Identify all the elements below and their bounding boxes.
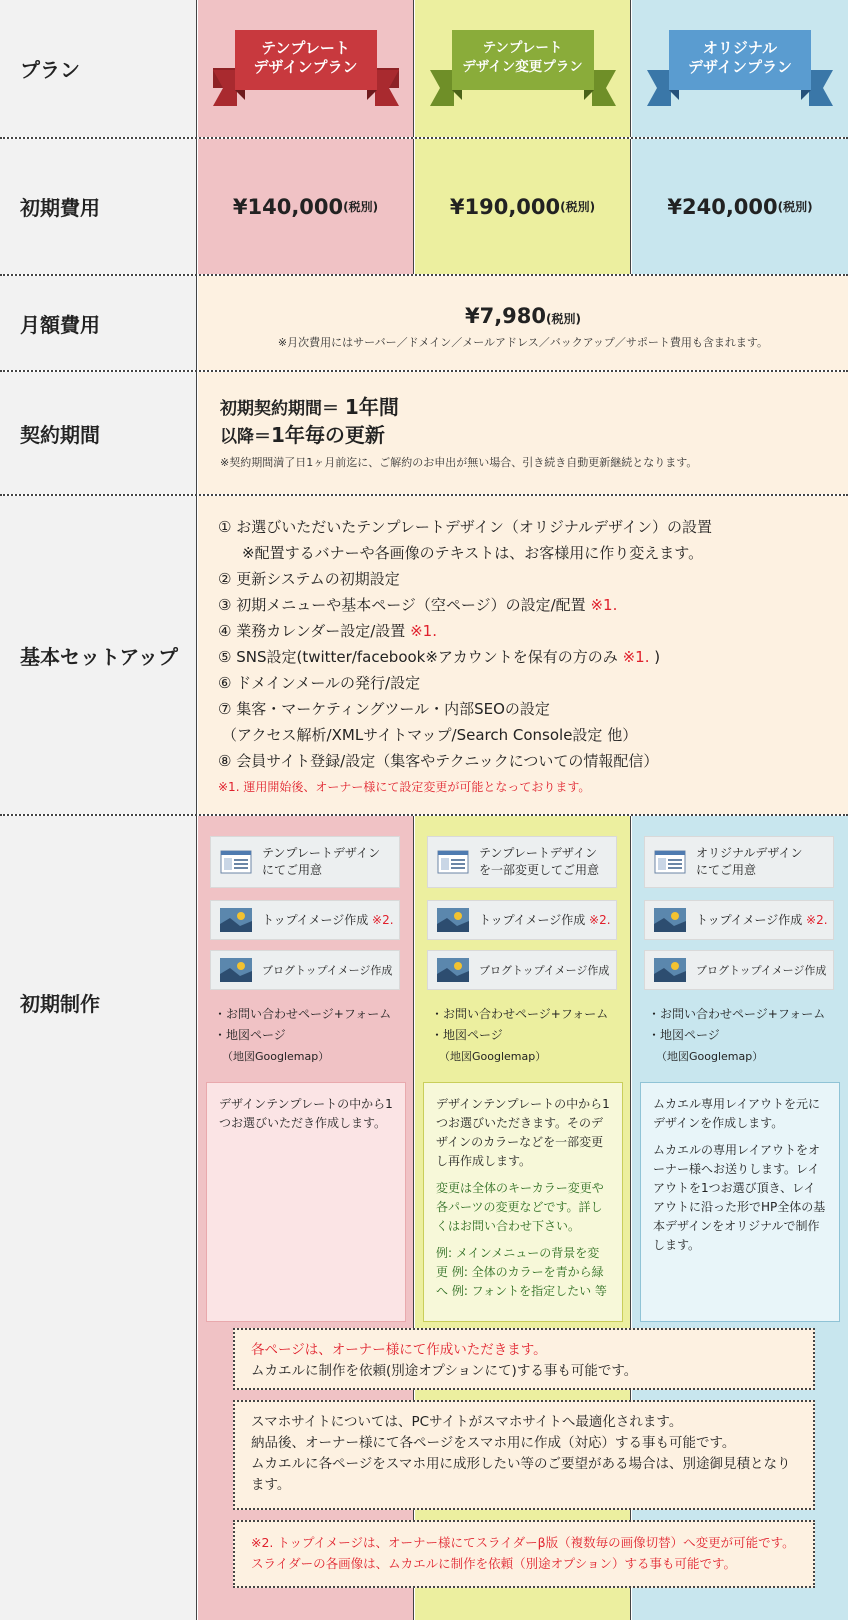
design-card: [427, 836, 617, 888]
ribbon-original: [647, 30, 833, 106]
row-plan: [0, 0, 848, 139]
note-smartphone-line: 納品後、オーナー様にて各ページをスマホ用に作成（対応）する事も可能です。: [251, 1435, 736, 1451]
description-text: デザインテンプレートの中から1つお選びいただきます。そのデザインのカラーなどを一部変更し再作成します。: [436, 1097, 610, 1168]
top-image-card: [210, 900, 400, 940]
top-image-card: [644, 900, 834, 940]
blog-image-card: [210, 950, 400, 990]
description-text: デザインテンプレートの中から1つお選びいただき作成します。: [219, 1097, 393, 1130]
price-value: ¥140,000: [232, 194, 344, 219]
plan-column-original: [632, 0, 848, 137]
price-original: [632, 139, 848, 274]
list-item: ・地図ページ: [431, 1028, 503, 1042]
setup-item: [218, 748, 848, 774]
label-monthly-cost: 月額費用: [0, 276, 197, 370]
tax-label: (税別): [343, 200, 379, 214]
blog-image-label: ブログトップイメージ作成: [479, 963, 610, 977]
note-smartphone-line: スマホサイトについては、PCサイトがスマホサイトへ最適化されます。: [251, 1414, 683, 1430]
top-image-label: トップイメージ作成: [696, 912, 803, 927]
setup-item: [218, 540, 848, 566]
note-pages: [233, 1328, 815, 1390]
list-item: ・お問い合わせページ+フォーム: [214, 1007, 392, 1021]
design-line1: テンプレートデザイン: [262, 846, 381, 860]
setup-item-text: ④ 業務カレンダー設定/設置: [218, 622, 406, 640]
list-item: （地図Googlemap）: [439, 1050, 547, 1063]
ribbon-line1: オリジナル: [702, 39, 778, 57]
price-template-change: [415, 139, 630, 274]
setup-item-text: ⑦ 集客・マーケティングツール・内部SEOの設定: [218, 700, 550, 718]
row-initial-cost: [0, 139, 848, 276]
list-item: ・お問い合わせページ+フォーム: [648, 1007, 826, 1021]
template-layout-icon: [437, 850, 469, 874]
monthly-note: ※月次費用にはサーバー／ドメイン／メールアドレス／バックアップ／サポート費用も含まれます。: [277, 336, 769, 349]
initial-cost-template: [198, 139, 414, 274]
top-image-card: [427, 900, 617, 940]
setup-item: [218, 722, 848, 748]
design-line1: テンプレートデザイン: [479, 846, 598, 860]
monthly-price: [198, 304, 848, 328]
setup-item-tail: ): [654, 648, 661, 666]
design-line2: を一部変更してご用意: [479, 863, 600, 877]
setup-item-text: ⑥ ドメインメールの発行/設定: [218, 674, 421, 692]
label-contract-period: 契約期間: [0, 372, 197, 494]
setup-item-text: ② 更新システムの初期設定: [218, 570, 400, 588]
row-basic-setup: [0, 496, 848, 816]
ribbon-template: [213, 30, 399, 106]
tax-label: (税別): [560, 200, 596, 214]
note-smartphone-line: ムカエルに各ページをスマホ用に成形したい等のご要望がある場合は、別途御見積となります。: [251, 1456, 791, 1493]
note-slider: [233, 1520, 815, 1588]
description-box: [206, 1082, 406, 1322]
setup-item-text: ③ 初期メニューや基本ページ（空ページ）の設定/配置: [218, 596, 586, 614]
note-slider-line: ※2. トップイメージは、オーナー様にてスライダーβ版（複数毎の画像切替）へ変更が可能です。: [251, 1535, 795, 1550]
footnote-ref: ※1.: [590, 596, 618, 614]
ribbon-template-change: [430, 30, 616, 106]
design-line2: にてご用意: [696, 863, 757, 877]
row-contract-period: [0, 372, 848, 496]
description-text: ムカエルの専用レイアウトをオーナー様へお送りします。レイアウトを1つお選び頂き、レイアウトに沿った形でHP全体の基本デザインをオリジナルで制作します。: [653, 1143, 826, 1252]
list-item: （地図Googlemap）: [656, 1050, 764, 1063]
ribbon-line1: テンプレート: [261, 39, 350, 57]
setup-item: [218, 566, 848, 592]
label-plan: プラン: [0, 0, 197, 137]
tax-label: (税別): [546, 312, 582, 326]
footnote-ref: ※1.: [622, 648, 650, 666]
ribbon-line2: デザインプラン: [253, 58, 358, 76]
description-text: 変更は全体のキーカラー変更や各パーツの変更などです。詳しくはお問い合わせ下さい。: [436, 1181, 604, 1233]
setup-item: [218, 592, 848, 618]
top-image-label: トップイメージ作成: [262, 912, 369, 927]
page-list: [648, 1004, 825, 1067]
setup-item-text: ⑤ SNS設定(twitter/facebook※アカウントを保有の方のみ: [218, 648, 618, 666]
design-line1: オリジナルデザイン: [696, 846, 803, 860]
monthly-cost-cell: [198, 276, 848, 370]
setup-item-text: ⑧ 会員サイト登録/設定（集客やテクニックについての情報配信）: [218, 752, 659, 770]
note-pages-red: 各ページは、オーナー様にて作成いただきます。: [251, 1342, 547, 1358]
setup-item: [218, 696, 848, 722]
ribbon-line2: デザイン変更プラン: [462, 59, 583, 75]
note-pages-text: ムカエルに制作を依頼(別途オプションにて)する事も可能です。: [251, 1363, 638, 1379]
contract-renewal-value: 1年毎の更新: [271, 423, 385, 447]
ribbon-line1: テンプレート: [482, 40, 563, 56]
image-icon: [220, 908, 252, 932]
setup-item: [218, 618, 848, 644]
description-text: ムカエル専用レイアウトを元にデザインを作成します。: [653, 1097, 821, 1130]
setup-item-text: ※配置するバナーや各画像のテキストは、お客様用に作り変えます。: [242, 544, 704, 562]
setup-item-text: （アクセス解析/XMLサイトマップ/Search Console設定 他）: [222, 726, 638, 744]
page-list: [431, 1004, 608, 1067]
note-slider-line: スライダーの各画像は、ムカエルに制作を依頼（別途オプション）する事も可能です。: [251, 1556, 737, 1571]
price-value: ¥190,000: [449, 194, 561, 219]
contract-renewal-label: 以降＝: [220, 427, 271, 447]
list-item: ・お問い合わせページ+フォーム: [431, 1007, 609, 1021]
tax-label: (税別): [777, 200, 813, 214]
template-layout-icon: [220, 850, 252, 874]
contract-renewal: [220, 422, 848, 450]
image-icon: [220, 958, 252, 982]
contract-initial-value: 1年間: [344, 395, 399, 419]
row-monthly-cost: [0, 276, 848, 372]
description-box: [423, 1082, 623, 1322]
image-icon: [437, 958, 469, 982]
image-icon: [654, 958, 686, 982]
monthly-price-value: ¥7,980: [464, 304, 547, 328]
image-icon: [654, 908, 686, 932]
ribbon-line2: デザインプラン: [688, 58, 792, 76]
image-icon: [437, 908, 469, 932]
setup-item: [218, 514, 848, 540]
plan-column-template: [198, 0, 414, 137]
blog-image-card: [427, 950, 617, 990]
design-card: [644, 836, 834, 888]
contract-initial: [220, 394, 848, 422]
setup-item-text: ① お選びいただいたテンプレートデザイン（オリジナルデザイン）の設置: [218, 518, 713, 536]
blog-image-label: ブログトップイメージ作成: [696, 963, 827, 977]
list-item: ・地図ページ: [214, 1028, 286, 1042]
contract-initial-label: 初期契約期間＝: [220, 399, 339, 419]
setup-item: [218, 670, 848, 696]
label-basic-setup: 基本セットアップ: [0, 496, 197, 814]
setup-item: [218, 644, 848, 670]
list-item: （地図Googlemap）: [222, 1050, 330, 1063]
setup-footnote: ※1. 運用開始後、オーナー様にて設定変更が可能となっております。: [218, 780, 591, 794]
design-card: [210, 836, 400, 888]
top-image-label: トップイメージ作成: [479, 912, 586, 927]
price-value: ¥240,000: [667, 194, 778, 219]
setup-cell: [198, 496, 848, 814]
blog-image-card: [644, 950, 834, 990]
page-list: [214, 1004, 391, 1067]
design-line2: にてご用意: [262, 863, 323, 877]
label-initial-cost: 初期費用: [0, 139, 197, 274]
description-example: 例: メインメニューの背景を変更 例: 全体のカラーを青から緑へ 例: フォントを指定したい 等: [436, 1246, 607, 1298]
note-smartphone: [233, 1400, 815, 1510]
initial-cost-template-change: [415, 139, 631, 274]
initial-cost-original: [632, 139, 848, 274]
template-layout-icon: [654, 850, 686, 874]
price-template: [198, 139, 413, 274]
blog-image-label: ブログトップイメージ作成: [262, 963, 393, 977]
footnote-ref: ※2.: [806, 912, 828, 927]
description-box: [640, 1082, 840, 1322]
list-item: ・地図ページ: [648, 1028, 720, 1042]
contract-cell: [198, 372, 848, 494]
footnote-ref: ※1.: [410, 622, 437, 640]
footnote-ref: ※2.: [372, 912, 394, 927]
label-initial-production: 初期制作: [0, 816, 197, 1620]
row-initial-production: [0, 816, 848, 1620]
contract-note: ※契約期間満了日1ヶ月前迄に、ご解約のお申出が無い場合、引き続き自動更新継続となります。: [220, 456, 698, 469]
plan-column-template-change: [415, 0, 631, 137]
footnote-ref: ※2.: [589, 912, 611, 927]
